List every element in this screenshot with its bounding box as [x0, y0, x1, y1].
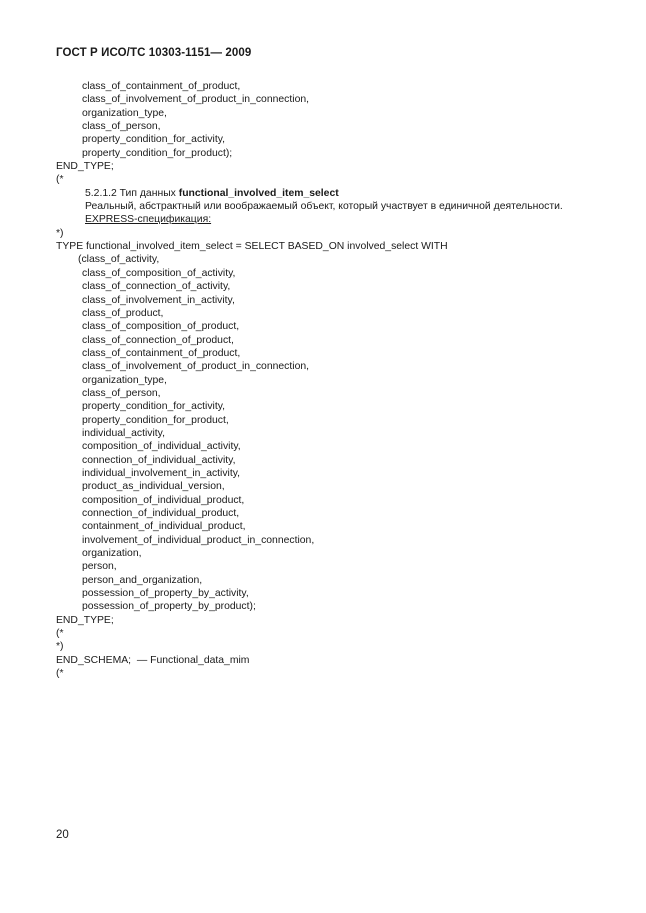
code-line: person_and_organization,: [82, 574, 203, 586]
code-line: property_condition_for_product);: [82, 147, 233, 159]
code-line: composition_of_individual_activity,: [82, 441, 241, 453]
section-heading: [56, 187, 616, 200]
code-line: containment_of_individual_product,: [82, 521, 246, 533]
document-header: ГОСТ Р ИСО/ТС 10303-1151— 2009: [56, 47, 252, 59]
code-line: property_condition_for_activity,: [82, 401, 226, 413]
code-line: person,: [82, 561, 117, 573]
comment-open: (*: [56, 668, 64, 680]
code-line: class_of_involvement_in_activity,: [82, 294, 235, 306]
section-description: Реальный, абстрактный или воображаемый объект, который участвует в единичной деятельности.: [85, 201, 563, 213]
section-heading-prefix: 5.2.1.2 Тип данных: [85, 187, 179, 199]
code-line: connection_of_individual_activity,: [82, 454, 236, 466]
comment-close: *): [56, 641, 64, 653]
comment-open: (*: [56, 174, 64, 186]
comment-close: *): [56, 227, 64, 239]
express-spec-label: [56, 213, 616, 226]
code-line: class_of_containment_of_product,: [82, 81, 241, 92]
code-line: class_of_person,: [82, 387, 161, 399]
end-schema-keyword: END_SCHEMA; — Functional_data_mim: [56, 654, 250, 666]
section-heading-name: functional_involved_item_select: [178, 187, 339, 199]
code-line: involvement_of_individual_product_in_connection,: [82, 534, 315, 546]
code-line: class_of_involvement_of_product_in_connection,: [82, 94, 310, 106]
code-line: class_of_connection_of_activity,: [82, 281, 231, 293]
end-type-keyword: END_TYPE;: [56, 614, 114, 626]
page-number: 20: [56, 829, 69, 841]
code-line: individual_activity,: [82, 427, 165, 439]
type-declaration: TYPE functional_involved_item_select = SELECT BASED_ON involved_select WITH: [56, 241, 448, 253]
code-line: class_of_composition_of_product,: [82, 321, 240, 333]
code-line: (class_of_activity,: [78, 254, 160, 266]
code-line: connection_of_individual_product,: [82, 508, 240, 519]
express-spec-label-text: EXPRESS-спецификация:: [85, 214, 212, 226]
comment-open: (*: [56, 628, 64, 640]
code-line: class_of_containment_of_product,: [82, 347, 241, 359]
end-type-keyword: END_TYPE;: [56, 161, 114, 173]
code-line: organization_type,: [82, 374, 167, 386]
code-line: organization,: [82, 548, 142, 560]
code-line: organization_type,: [82, 107, 167, 119]
code-line: property_condition_for_activity,: [82, 134, 226, 146]
code-line: individual_involvement_in_activity,: [82, 467, 241, 479]
code-line: class_of_person,: [82, 121, 161, 133]
code-line: possession_of_property_by_activity,: [82, 588, 249, 600]
code-line: class_of_product,: [82, 307, 164, 319]
code-line: class_of_involvement_of_product_in_connection,: [82, 361, 310, 373]
code-line: class_of_connection_of_product,: [82, 334, 234, 346]
code-line: product_as_individual_version,: [82, 481, 225, 493]
express-code-listing: [56, 80, 616, 680]
code-line: composition_of_individual_product,: [82, 494, 245, 506]
code-line: possession_of_property_by_product);: [82, 601, 256, 613]
code-line: property_condition_for_product,: [82, 414, 229, 426]
code-line: class_of_composition_of_activity,: [82, 267, 236, 279]
